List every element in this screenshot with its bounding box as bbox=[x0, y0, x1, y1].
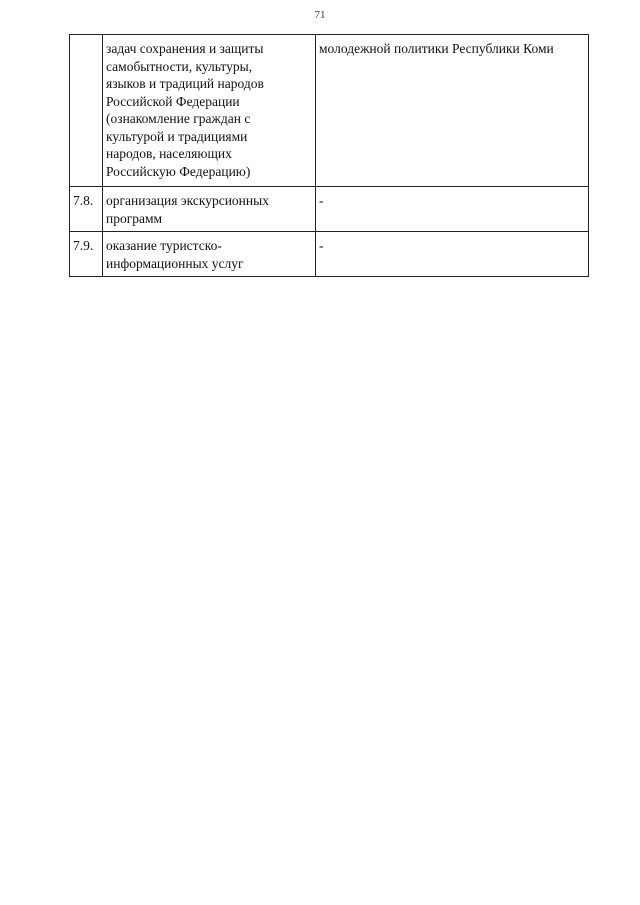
page-number: 71 bbox=[314, 9, 326, 21]
row-description-cell: оказание туристско- информационных услуг bbox=[103, 232, 316, 277]
row-description-cell: организация экскурсионных программ bbox=[103, 187, 316, 232]
table-row bbox=[70, 35, 589, 187]
data-table bbox=[69, 34, 589, 277]
row-value-cell: молодежной политики Республики Коми bbox=[316, 35, 589, 187]
row-description-cell: задач сохранения и защиты самобытности, культуры, языков и традиций народов Российской Федерации (ознакомление граждан с культурой и традициями народов, населяющих Российскую Федерацию) bbox=[103, 35, 316, 187]
table-row bbox=[70, 232, 589, 277]
row-number-cell bbox=[70, 35, 103, 187]
row-value-cell: - bbox=[316, 232, 589, 277]
table-row bbox=[70, 187, 589, 232]
row-value-cell: - bbox=[316, 187, 589, 232]
row-number-cell: 7.8. bbox=[70, 187, 103, 232]
row-number-cell: 7.9. bbox=[70, 232, 103, 277]
